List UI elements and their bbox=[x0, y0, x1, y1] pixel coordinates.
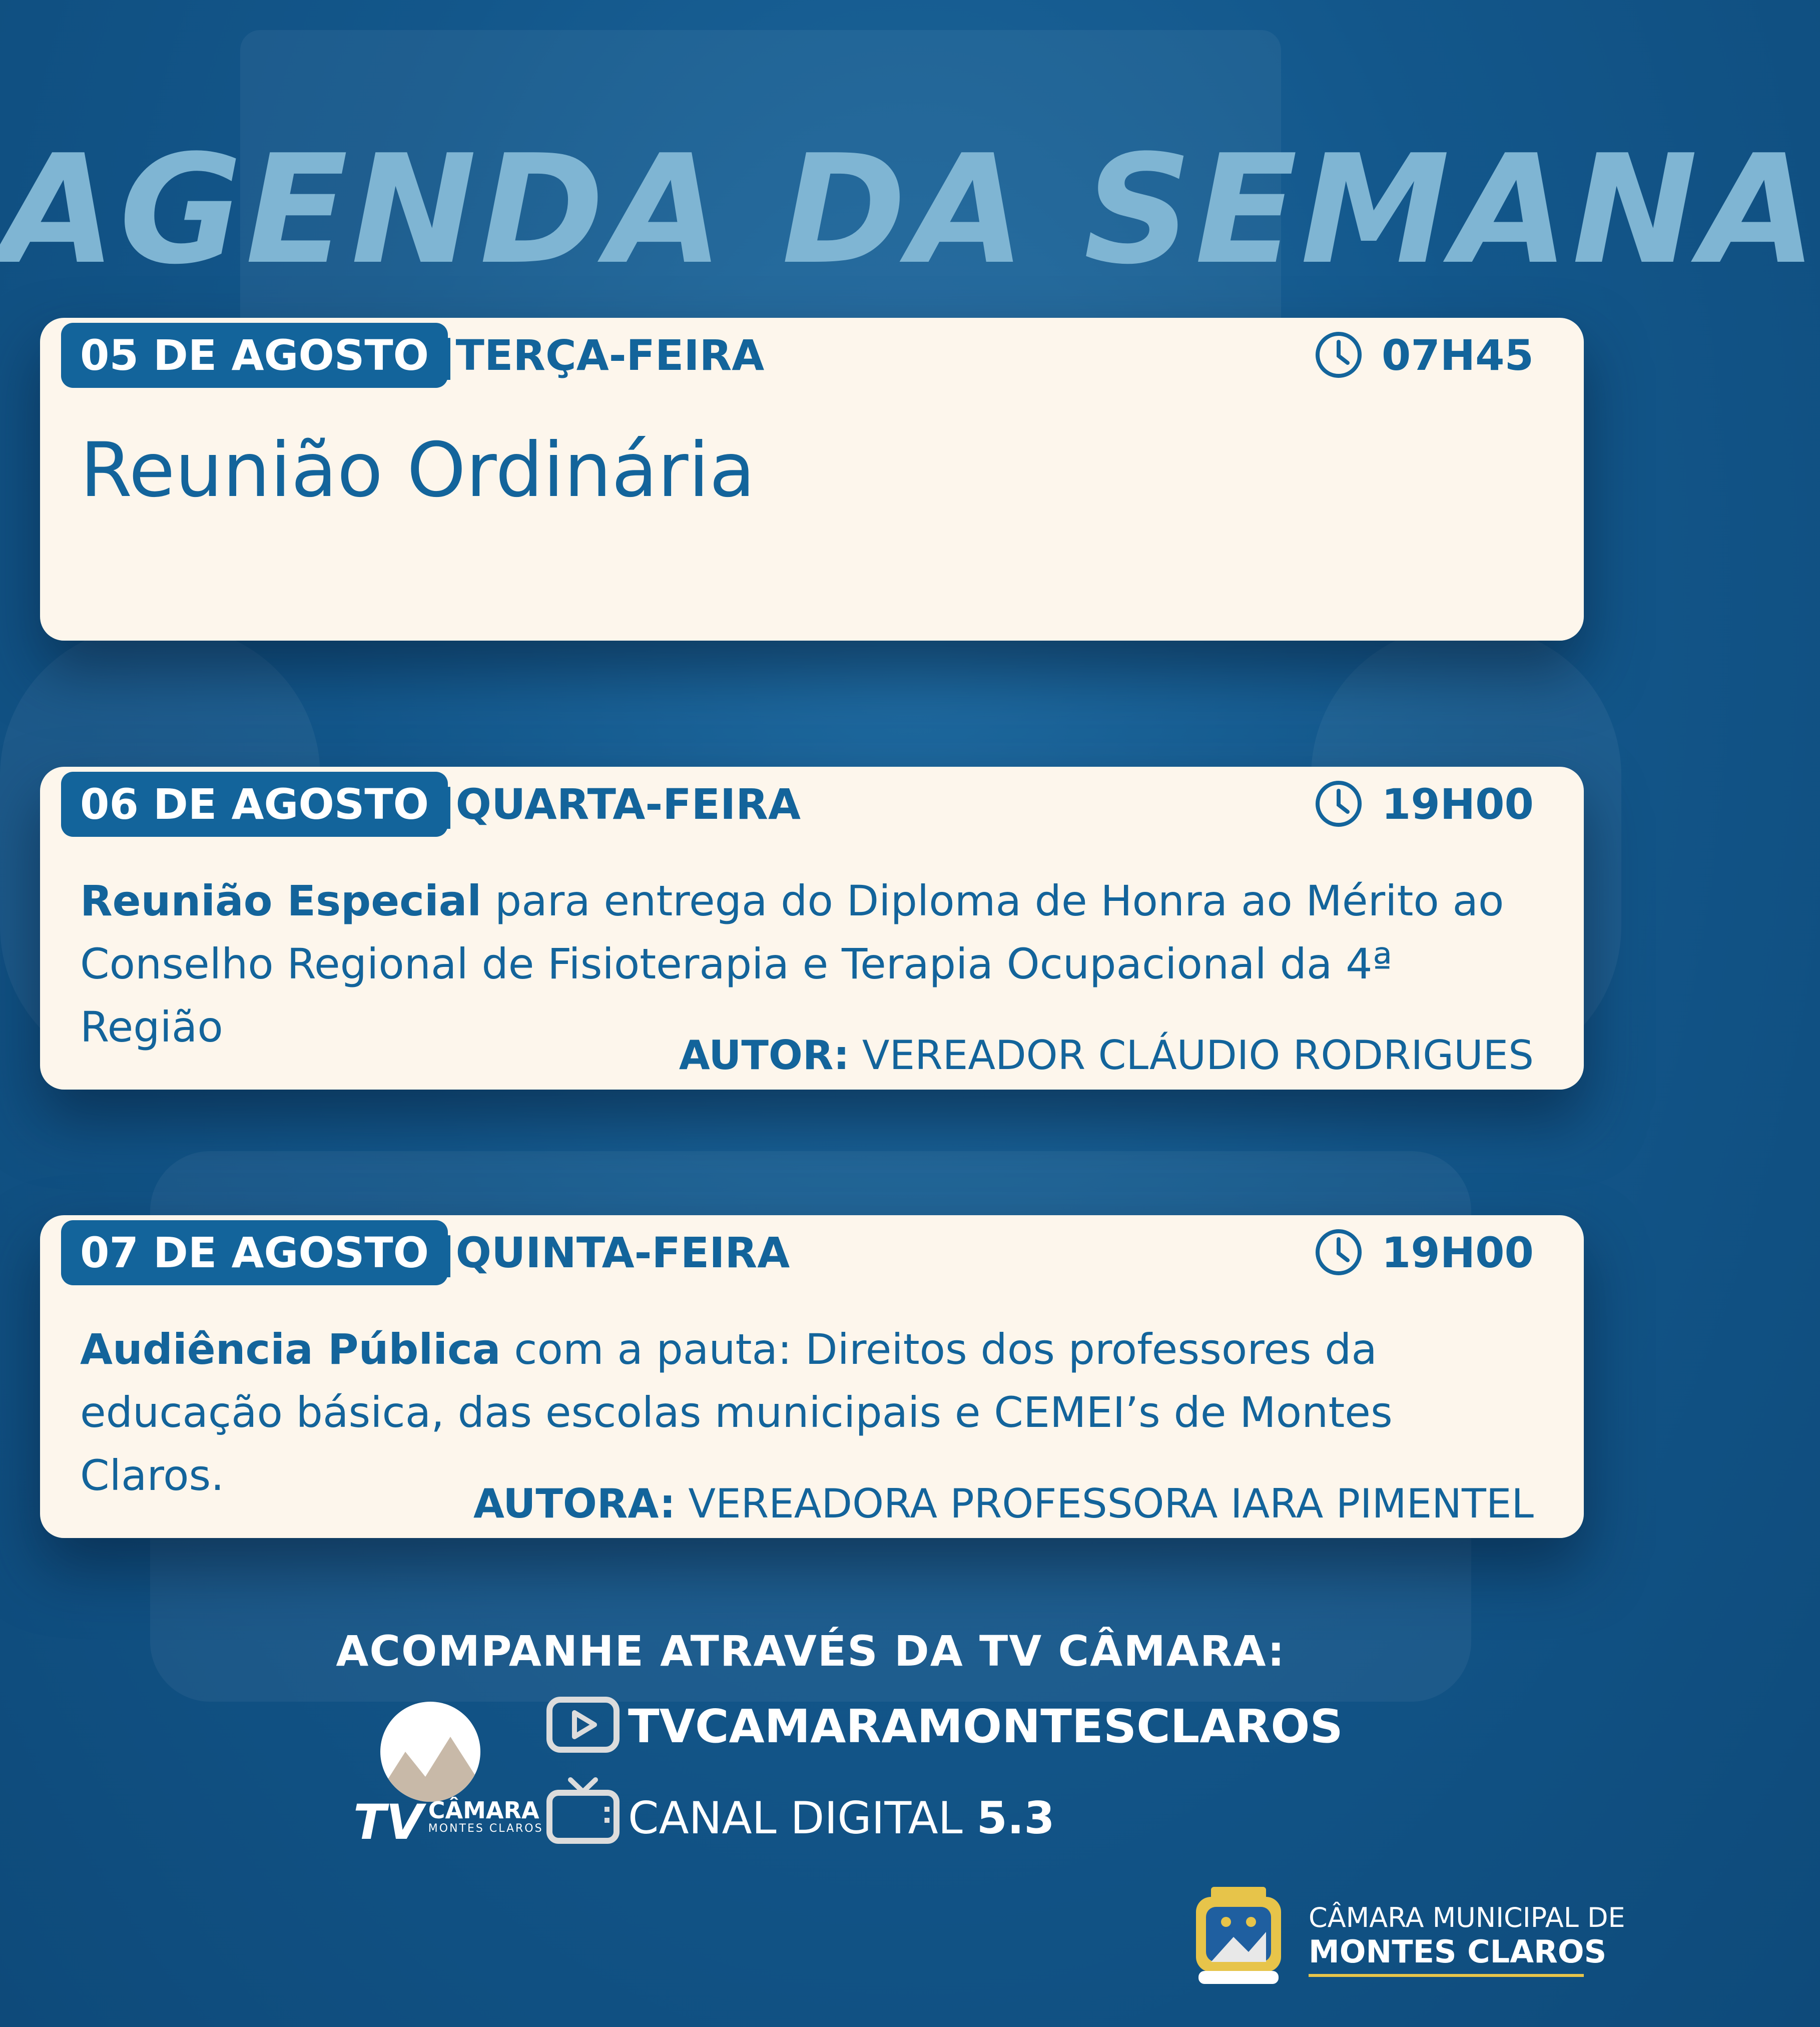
event-time: 07H45 bbox=[1381, 331, 1534, 380]
tv-camara-wordmark bbox=[353, 1794, 543, 1850]
date-badge: 05 DE AGOSTO bbox=[61, 323, 448, 388]
clock-icon bbox=[1314, 779, 1364, 829]
channel-number: 5.3 bbox=[976, 1792, 1055, 1844]
event-card-3 bbox=[40, 1215, 1584, 1538]
event-card-2 bbox=[40, 767, 1584, 1090]
digital-channel bbox=[628, 1791, 1055, 1846]
date-badge: 07 DE AGOSTO bbox=[61, 1220, 448, 1285]
weekday-label: |QUINTA-FEIRA bbox=[440, 1228, 790, 1277]
page-title: AGENDA DA SEMANA bbox=[0, 123, 1820, 297]
org-line2: MONTES CLAROS bbox=[1309, 1933, 1607, 1970]
weekday-label: |QUARTA-FEIRA bbox=[440, 780, 801, 829]
clock-icon bbox=[1314, 1227, 1364, 1277]
event-details: com a pauta: Direitos dos professores da educação básica, das escolas municipais e CEMEI’s de Montes Claros. bbox=[80, 1325, 1393, 1500]
youtube-handle: TVCAMARAMONTESCLAROS bbox=[628, 1700, 1343, 1753]
author-label: AUTORA: bbox=[473, 1480, 676, 1527]
org-underline bbox=[1309, 1974, 1584, 1977]
author-name: VEREADORA PROFESSORA IARA PIMENTEL bbox=[675, 1480, 1534, 1527]
event-author bbox=[473, 1479, 1534, 1529]
follow-text: ACOMPANHE ATRAVÉS DA TV CÂMARA: bbox=[336, 1627, 1286, 1676]
channel-label: CANAL DIGITAL bbox=[628, 1792, 977, 1844]
camara-wordmark: CÂMARA bbox=[428, 1797, 539, 1824]
city-wordmark: MONTES CLAROS bbox=[428, 1822, 543, 1835]
author-name: VEREADOR CLÁUDIO RODRIGUES bbox=[849, 1032, 1534, 1079]
youtube-play-icon bbox=[545, 1696, 621, 1754]
org-line1: CÂMARA MUNICIPAL DE bbox=[1309, 1902, 1625, 1933]
event-details: para entrega do Diploma de Honra ao Mérito ao Conselho Regional de Fisioterapia e Terapia Ocupacional da 4ª Região bbox=[80, 876, 1504, 1052]
date-badge: 06 DE AGOSTO bbox=[61, 772, 448, 837]
event-time: 19H00 bbox=[1381, 780, 1534, 829]
event-card-1 bbox=[40, 318, 1584, 641]
event-author bbox=[679, 1031, 1534, 1081]
event-type: Reunião Especial bbox=[80, 876, 482, 925]
television-icon bbox=[545, 1777, 621, 1844]
event-title: Reunião Ordinária bbox=[80, 427, 756, 514]
weekday-label: |TERÇA-FEIRA bbox=[440, 331, 765, 380]
tv-wordmark: TV bbox=[353, 1794, 423, 1850]
event-time: 19H00 bbox=[1381, 1228, 1534, 1277]
author-label: AUTOR: bbox=[679, 1032, 850, 1079]
clock-icon bbox=[1314, 330, 1364, 380]
organization-name bbox=[1309, 1902, 1625, 1977]
municipal-crest-icon bbox=[1186, 1882, 1291, 1989]
event-type: Audiência Pública bbox=[80, 1325, 501, 1374]
